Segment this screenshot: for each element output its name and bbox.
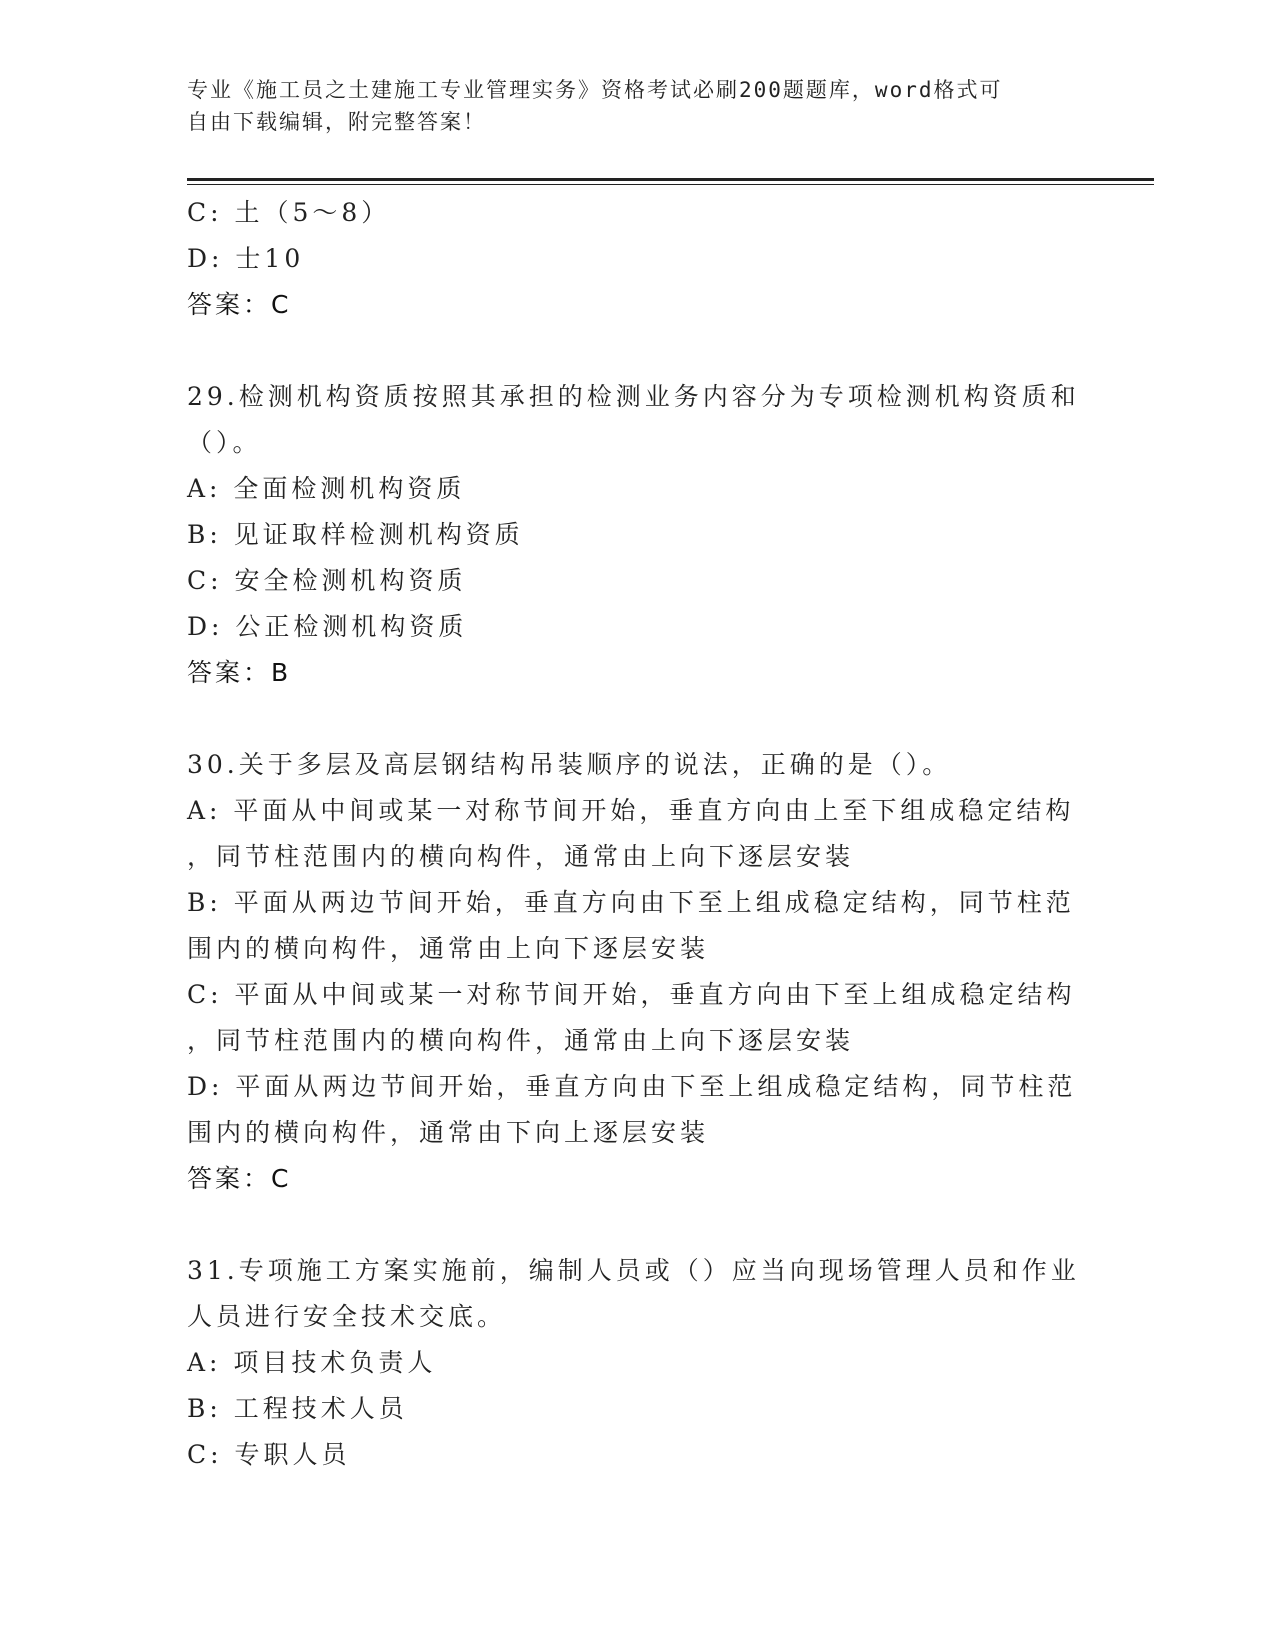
question-28-tail (187, 190, 1067, 328)
option-d: D: 士10 (187, 244, 305, 273)
option-d: D: 平面从两边节间开始，垂直方向由下至上组成稳定结构，同节柱范 (187, 1072, 1077, 1101)
answer: 答案：C (187, 290, 292, 319)
option-c: C: 土（5～8） (187, 198, 391, 227)
header-rule-thick (187, 178, 1154, 181)
option-c: C: 安全检测机构资质 (187, 566, 467, 595)
option-a: A: 项目技术负责人 (187, 1348, 437, 1377)
question-stem: 31.专项施工方案实施前，编制人员或（）应当向现场管理人员和作业 (187, 1256, 1080, 1285)
option-a: A: 全面检测机构资质 (187, 474, 466, 503)
answer: 答案：C (187, 1164, 292, 1193)
question-30 (187, 742, 1077, 1202)
option-a: A: 平面从中间或某一对称节间开始，垂直方向由上至下组成稳定结构 (187, 796, 1075, 825)
option-b: B: 平面从两边节间开始，垂直方向由下至上组成稳定结构，同节柱范 (187, 888, 1075, 917)
document-body (187, 190, 1080, 1478)
question-stem: 29.检测机构资质按照其承担的检测业务内容分为专项检测机构资质和 (187, 382, 1080, 411)
question-stem: （）。 (187, 428, 262, 457)
question-stem: 人员进行安全技术交底。 (187, 1302, 507, 1331)
question-31 (187, 1248, 1080, 1478)
question-29 (187, 374, 1080, 696)
option-c: C: 平面从中间或某一对称节间开始，垂直方向由下至上组成稳定结构 (187, 980, 1076, 1009)
option-b-cont: 围内的横向构件，通常由上向下逐层安装 (187, 934, 710, 963)
option-a-cont: ，同节柱范围内的横向构件，通常由上向下逐层安装 (187, 842, 855, 871)
option-c: C: 专职人员 (187, 1440, 351, 1469)
header-line-1: 专业《施工员之土建施工专业管理实务》资格考试必刷200题题库，word格式可 (187, 78, 1003, 102)
option-b: B: 工程技术人员 (187, 1394, 408, 1423)
page-header (187, 74, 1067, 138)
answer: 答案：B (187, 658, 292, 687)
option-c-cont: ，同节柱范围内的横向构件，通常由上向下逐层安装 (187, 1026, 855, 1055)
header-line-2: 自由下载编辑，附完整答案！ (187, 110, 486, 134)
question-stem: 30.关于多层及高层钢结构吊装顺序的说法，正确的是（）。 (187, 750, 952, 779)
option-b: B: 见证取样检测机构资质 (187, 520, 524, 549)
option-d-cont: 围内的横向构件，通常由下向上逐层安装 (187, 1118, 710, 1147)
header-rule-thin (187, 184, 1154, 185)
option-d: D: 公正检测机构资质 (187, 612, 468, 641)
